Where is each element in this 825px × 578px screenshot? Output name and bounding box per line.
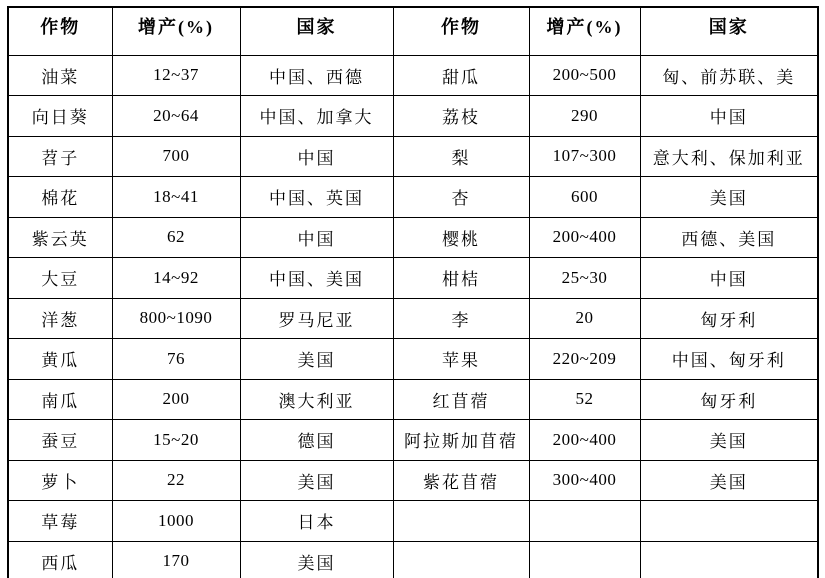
country-cell: 匈、前苏联、美 bbox=[640, 55, 818, 96]
crop-name-cell: 杏 bbox=[393, 177, 529, 218]
yield-value-cell: 170 bbox=[112, 541, 240, 578]
yield-value-cell: 600 bbox=[529, 177, 640, 218]
table-row bbox=[8, 96, 818, 137]
yield-value-cell: 12~37 bbox=[112, 55, 240, 96]
yield-value-cell: 25~30 bbox=[529, 258, 640, 299]
table-row bbox=[8, 177, 818, 218]
country-cell: 美国 bbox=[640, 460, 818, 501]
yield-value-cell: 76 bbox=[112, 339, 240, 380]
yield-value-cell: 22 bbox=[112, 460, 240, 501]
yield-value-cell: 800~1090 bbox=[112, 298, 240, 339]
crop-name-cell: 荔枝 bbox=[393, 96, 529, 137]
yield-value-cell: 52 bbox=[529, 379, 640, 420]
yield-value-cell: 1000 bbox=[112, 501, 240, 542]
crop-name-cell: 蚕豆 bbox=[8, 420, 112, 461]
country-cell: 美国 bbox=[240, 339, 393, 380]
yield-value-cell bbox=[529, 541, 640, 578]
country-cell: 西德、美国 bbox=[640, 217, 818, 258]
yield-value-cell: 200~400 bbox=[529, 217, 640, 258]
crop-name-cell: 油菜 bbox=[8, 55, 112, 96]
country-cell: 美国 bbox=[640, 420, 818, 461]
country-cell: 美国 bbox=[240, 460, 393, 501]
crop-name-cell: 草莓 bbox=[8, 501, 112, 542]
country-cell: 中国 bbox=[640, 96, 818, 137]
country-cell: 中国、西德 bbox=[240, 55, 393, 96]
header-cell-1: 增产(%) bbox=[112, 7, 240, 55]
country-cell: 德国 bbox=[240, 420, 393, 461]
crop-name-cell: 紫云英 bbox=[8, 217, 112, 258]
crop-name-cell: 樱桃 bbox=[393, 217, 529, 258]
crop-name-cell: 红苜蓿 bbox=[393, 379, 529, 420]
yield-value-cell: 200~400 bbox=[529, 420, 640, 461]
yield-value-cell: 200~500 bbox=[529, 55, 640, 96]
yield-value-cell: 107~300 bbox=[529, 136, 640, 177]
table-row bbox=[8, 501, 818, 542]
yield-value-cell: 15~20 bbox=[112, 420, 240, 461]
crop-name-cell bbox=[393, 501, 529, 542]
table-body bbox=[8, 55, 818, 578]
country-cell: 匈牙利 bbox=[640, 379, 818, 420]
table-row bbox=[8, 379, 818, 420]
yield-value-cell: 14~92 bbox=[112, 258, 240, 299]
crop-name-cell: 洋葱 bbox=[8, 298, 112, 339]
crop-name-cell: 甜瓜 bbox=[393, 55, 529, 96]
header-cell-4: 增产(%) bbox=[529, 7, 640, 55]
yield-value-cell: 300~400 bbox=[529, 460, 640, 501]
crop-name-cell: 柑桔 bbox=[393, 258, 529, 299]
yield-value-cell: 20 bbox=[529, 298, 640, 339]
crop-name-cell: 西瓜 bbox=[8, 541, 112, 578]
country-cell: 罗马尼亚 bbox=[240, 298, 393, 339]
table-row bbox=[8, 541, 818, 578]
crop-name-cell: 李 bbox=[393, 298, 529, 339]
yield-value-cell: 20~64 bbox=[112, 96, 240, 137]
crop-name-cell: 苕子 bbox=[8, 136, 112, 177]
crop-name-cell: 阿拉斯加苜蓿 bbox=[393, 420, 529, 461]
country-cell: 中国 bbox=[240, 136, 393, 177]
country-cell: 日本 bbox=[240, 501, 393, 542]
country-cell: 中国、匈牙利 bbox=[640, 339, 818, 380]
crop-name-cell: 向日葵 bbox=[8, 96, 112, 137]
country-cell bbox=[640, 541, 818, 578]
crop-name-cell: 苹果 bbox=[393, 339, 529, 380]
country-cell: 澳大利亚 bbox=[240, 379, 393, 420]
table-row bbox=[8, 420, 818, 461]
country-cell: 中国、英国 bbox=[240, 177, 393, 218]
header-cell-2: 国家 bbox=[240, 7, 393, 55]
yield-value-cell: 700 bbox=[112, 136, 240, 177]
crop-name-cell: 萝卜 bbox=[8, 460, 112, 501]
crop-name-cell: 黄瓜 bbox=[8, 339, 112, 380]
table-row bbox=[8, 136, 818, 177]
table-row bbox=[8, 339, 818, 380]
country-cell: 美国 bbox=[640, 177, 818, 218]
country-cell: 中国 bbox=[240, 217, 393, 258]
table-header-row bbox=[8, 7, 818, 55]
crop-name-cell bbox=[393, 541, 529, 578]
table-row bbox=[8, 460, 818, 501]
country-cell: 美国 bbox=[240, 541, 393, 578]
crop-name-cell: 南瓜 bbox=[8, 379, 112, 420]
country-cell: 中国 bbox=[640, 258, 818, 299]
country-cell: 匈牙利 bbox=[640, 298, 818, 339]
crop-name-cell: 大豆 bbox=[8, 258, 112, 299]
header-cell-5: 国家 bbox=[640, 7, 818, 55]
crop-name-cell: 紫花苜蓿 bbox=[393, 460, 529, 501]
table-row bbox=[8, 298, 818, 339]
country-cell: 中国、美国 bbox=[240, 258, 393, 299]
header-cell-0: 作物 bbox=[8, 7, 112, 55]
country-cell bbox=[640, 501, 818, 542]
crop-name-cell: 梨 bbox=[393, 136, 529, 177]
crop-yield-increase-table bbox=[7, 6, 819, 578]
yield-value-cell: 290 bbox=[529, 96, 640, 137]
country-cell: 中国、加拿大 bbox=[240, 96, 393, 137]
table-row bbox=[8, 258, 818, 299]
table-row bbox=[8, 217, 818, 258]
yield-value-cell: 62 bbox=[112, 217, 240, 258]
yield-value-cell: 200 bbox=[112, 379, 240, 420]
country-cell: 意大利、保加利亚 bbox=[640, 136, 818, 177]
header-cell-3: 作物 bbox=[393, 7, 529, 55]
yield-value-cell: 220~209 bbox=[529, 339, 640, 380]
yield-value-cell: 18~41 bbox=[112, 177, 240, 218]
crop-name-cell: 棉花 bbox=[8, 177, 112, 218]
yield-value-cell bbox=[529, 501, 640, 542]
table-row bbox=[8, 55, 818, 96]
